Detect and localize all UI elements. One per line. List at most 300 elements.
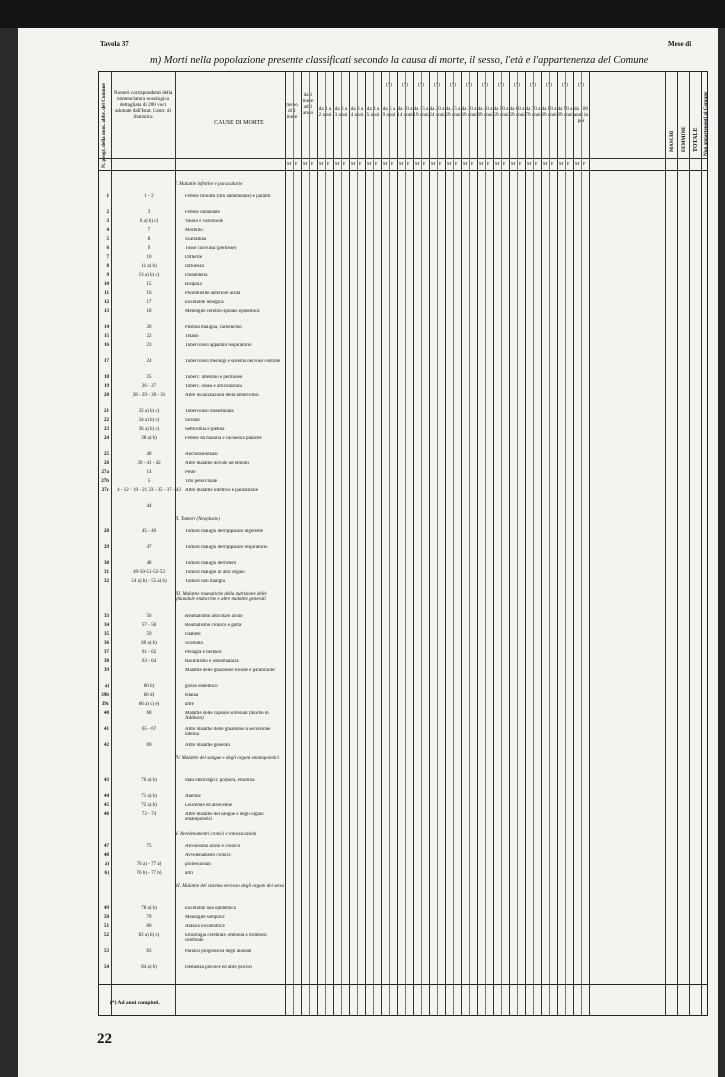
sex-label-m: M (559, 161, 564, 166)
sex-label-f: F (439, 161, 442, 166)
row-code: 24 (146, 359, 152, 364)
sex-label-f: F (375, 161, 378, 166)
row-number: 12 (104, 300, 109, 305)
header-rule-2 (99, 170, 707, 171)
row-code: 66 a) c) e) (138, 702, 160, 707)
row-code: 65 - 67 (141, 727, 157, 732)
row-number: 49 (104, 906, 109, 911)
col-maschi-header: MASCHI (669, 130, 675, 152)
col-non-app-header: Non appartenenti al Comune (703, 91, 709, 156)
row-code: 9 (147, 246, 151, 251)
row-cause: gozzo endemico (185, 684, 218, 689)
sex-label-f: F (551, 161, 554, 166)
row-code: 70 a) b) (141, 778, 157, 783)
col-age-header: da 25 a 29 anni (445, 106, 461, 118)
scan-left-edge (0, 28, 18, 1077)
row-number: 41 (104, 727, 109, 732)
section-heading: VI. Malattie del sistema nervoso degli organi dei sensi (175, 884, 285, 889)
page-title: m) Morti nella popolazione presente classificati secondo la causa di morte, il sesso, l'età e l'appartenenza del Comune (150, 55, 649, 66)
row-number: 5 (106, 237, 109, 242)
row-cause: Altre malattie dovute ad elminti (185, 461, 249, 466)
table-row (99, 436, 707, 443)
row-number: 54 (104, 965, 109, 970)
row-number: 53 (104, 949, 109, 954)
sex-label-f: F (295, 161, 298, 166)
col-age-star: (*) (529, 82, 537, 88)
footnote: (*) Ad anni compiuti. (110, 1000, 160, 1006)
sex-label-f: F (359, 161, 362, 166)
row-cause: Stati emorragici: porpora, emofilia (185, 778, 255, 783)
row-code: 57 - 58 (141, 623, 157, 628)
row-number: 50 (104, 915, 109, 920)
row-cause: Tumori maligni dell'apparato respiratorio (185, 545, 268, 550)
row-number: 47 (104, 844, 109, 849)
table-row (99, 237, 707, 244)
sex-label-m: M (511, 161, 516, 166)
row-cause: Alcoolismo acuto e cronico (185, 844, 241, 849)
row-number: 27a (101, 470, 109, 475)
row-code: 71 a) b) (141, 794, 157, 799)
table-row (99, 418, 707, 425)
table-row (99, 291, 707, 298)
row-number: 26 (104, 461, 109, 466)
sex-label-m: M (383, 161, 388, 166)
sex-label-m: M (287, 161, 292, 166)
col-age-header: da 10 a 14 anni (397, 106, 413, 118)
sex-label-m: M (367, 161, 372, 166)
row-cause: Scorbuto (185, 641, 204, 646)
col-age-header: da 5 a 9 anni (382, 106, 396, 118)
row-code: 8 (147, 237, 151, 242)
row-number: 33 (104, 614, 109, 619)
table-row (99, 545, 707, 552)
row-cause: Meningite cerebro-spinale epidemica (185, 309, 260, 314)
sex-label-m: M (431, 161, 436, 166)
table-footer-rule (99, 984, 707, 985)
row-number: b) (104, 871, 109, 876)
col-age-header: da 70 a 79 anni (525, 106, 541, 118)
row-code: 34 a) b) c) (138, 418, 160, 423)
row-number: 46 (104, 812, 109, 817)
sex-label-m: M (303, 161, 308, 166)
row-cause: Tumori maligni dell'apparato digerente (185, 529, 264, 534)
col-cause-header: CAUSE DI MORTE (214, 120, 264, 126)
table-row (99, 650, 707, 657)
row-cause: Risipola (185, 282, 202, 287)
table-row (99, 915, 707, 922)
row-code: 82 a) b) c) (138, 933, 160, 938)
table-row (99, 470, 707, 477)
table-row (99, 803, 707, 810)
row-code: 32 a) b) c) (138, 409, 160, 414)
row-cause: Dissenteria (185, 273, 208, 278)
sex-label-m: M (319, 161, 324, 166)
row-cause: Scarlattina (185, 237, 207, 242)
sex-label-m: M (399, 161, 404, 166)
row-code: 72 a) b) (141, 803, 157, 808)
row-cause: Altre localizzazioni della tubercolosi (185, 393, 259, 398)
row-cause: Tumori non maligni (185, 579, 226, 584)
row-cause: Tuberc. ossea e articolazioni (185, 384, 243, 389)
row-cause: Anchilostomiasi (185, 452, 218, 457)
row-cause: Febbre tifoidea (tifo addominale) e paratifi (185, 194, 271, 199)
row-code: 48 (146, 561, 152, 566)
row-number: 14 (104, 325, 109, 330)
table-row (99, 488, 707, 495)
row-cause: Difterite (185, 255, 202, 260)
row-number: 6 (106, 246, 109, 251)
col-numeri-header: Numeri corrispondenti della nomenclatura nosologica dettagliata di 200 voci adottate dall'Istat. Centr. di Statistica (113, 90, 173, 120)
row-cause: Tifo petecchiale (185, 479, 218, 484)
table-row (99, 409, 707, 416)
row-number: 35 (104, 632, 109, 637)
row-code: 49-50-51-52-53 (133, 570, 165, 575)
row-cause: Tumori maligni dell'utero (185, 561, 237, 566)
row-cause: professionali (185, 862, 211, 867)
row-cause: Diabete (185, 632, 201, 637)
table-row (99, 702, 707, 709)
row-code: 13 a) b) c) (138, 273, 160, 278)
row-cause: Reumatismo cronico e gotta (185, 623, 242, 628)
table-row (99, 452, 707, 459)
row-number: 27b (101, 479, 109, 484)
row-number: 17 (104, 359, 109, 364)
row-cause: Tosse convulsa (pertosse) (185, 246, 237, 251)
table-row (99, 933, 707, 943)
sex-label-f: F (311, 161, 314, 166)
row-number: 18 (104, 375, 109, 380)
header-rule-1 (99, 158, 707, 159)
row-number: 13 (104, 309, 109, 314)
sex-label-f: F (567, 161, 570, 166)
row-number: 44 (104, 794, 109, 799)
table-row (99, 623, 707, 630)
table-row (99, 300, 707, 307)
row-number: 15 (104, 334, 109, 339)
page-number: 22 (97, 1031, 112, 1047)
row-code: 39 - 41 - 42 (137, 461, 161, 466)
mortality-table (98, 71, 708, 1016)
table-row (99, 375, 707, 382)
col-age-header: da 3 a 4 anni (350, 106, 364, 118)
row-code: 18 (146, 309, 152, 314)
col-totale-header: TOTALE (693, 127, 699, 152)
row-number: 48 (104, 853, 109, 858)
table-row (99, 570, 707, 577)
section-heading: II. Tumori (Neoplasie) (175, 517, 220, 522)
row-code: 76 b) - 77 b) (136, 871, 162, 876)
col-da1mese-header: da 1 mese ad 1 anno (302, 92, 314, 116)
col-age-header: da 15 a 19 anni (413, 106, 429, 118)
row-code: 66 d) (143, 693, 155, 698)
row-number: a) (104, 684, 109, 689)
row-number: 21 (104, 409, 109, 414)
row-cause: tetania (185, 693, 199, 698)
row-code: 40 (146, 452, 152, 457)
row-cause: Paralisi progressiva degli alienati (185, 949, 252, 954)
table-row (99, 334, 707, 341)
row-number: 36 (104, 641, 109, 646)
table-row (99, 194, 707, 201)
table-row (99, 210, 707, 217)
row-number: 24 (104, 436, 109, 441)
row-cause: Pustola maligna, carbonchio (185, 325, 242, 330)
row-cause: altre (185, 702, 194, 707)
table-row (99, 693, 707, 700)
row-number: 7 (106, 255, 109, 260)
row-cause: Tuberc. intestino e peritoneo (185, 375, 243, 380)
row-number: 40 (104, 711, 109, 716)
sex-label-m: M (335, 161, 340, 166)
table-row (99, 359, 707, 366)
col-age-star: (*) (497, 82, 505, 88)
row-number: 29 (104, 545, 109, 550)
row-code: 10 (146, 255, 152, 260)
row-cause: Febbre da malaria e cachessia palustre (185, 436, 262, 441)
table-row (99, 461, 707, 468)
sex-label-f: F (407, 161, 410, 166)
table-row (99, 844, 707, 851)
col-progr-header: N. progr. della nom. abbr. del Comune (101, 83, 107, 168)
row-code: 60 a) b) (141, 641, 157, 646)
row-code: 75 (146, 844, 152, 849)
table-row (99, 309, 707, 316)
table-row (99, 325, 707, 332)
table-row (99, 384, 707, 391)
table-row (99, 282, 707, 289)
table-row (99, 778, 707, 785)
row-code: 80 (146, 924, 152, 929)
row-cause: Poliomielite anteriore acuta (185, 291, 241, 296)
row-code: 15 (146, 282, 152, 287)
row-cause: Vaiolo e varioloide (185, 219, 224, 224)
sex-label-f: F (455, 161, 458, 166)
table-row (99, 479, 707, 486)
col-age-header: da 1 a 2 anni (318, 106, 332, 118)
row-cause: Setticemia e piemia (185, 427, 225, 432)
col-age-star: (*) (449, 82, 457, 88)
sex-label-f: F (327, 161, 330, 166)
row-number: 39b (101, 693, 109, 698)
row-number: 10 (104, 282, 109, 287)
row-code: 1 - 2 (144, 194, 154, 199)
table-row (99, 393, 707, 400)
table-row (99, 561, 707, 568)
row-number: 27c (101, 488, 109, 493)
row-number: 8 (106, 264, 109, 269)
row-code: 79 (146, 915, 152, 920)
col-age-header: da 2 a 3 anni (334, 106, 348, 118)
row-cause: Influenza (185, 264, 204, 269)
row-number: 39 (104, 668, 109, 673)
col-age-star: (*) (481, 82, 489, 88)
scan-top-edge (0, 0, 725, 28)
row-cause: Sifilide (185, 418, 200, 423)
section-heading: I. Malattie infettive e parassitarie (175, 182, 243, 187)
table-row (99, 924, 707, 931)
table-row (99, 614, 707, 621)
sex-label-f: F (471, 161, 474, 166)
row-cause: Peste (185, 470, 196, 475)
col-age-star: (*) (577, 82, 585, 88)
sex-label-f: F (535, 161, 538, 166)
table-row (99, 853, 707, 860)
col-age-header: da 80 a 89 anni (541, 106, 557, 118)
row-cause: Encefalite non epidemica (185, 906, 236, 911)
table-row (99, 862, 707, 869)
row-number: 22 (104, 418, 109, 423)
sex-label-f: F (519, 161, 522, 166)
table-row (99, 949, 707, 956)
table-row (99, 343, 707, 350)
row-number: 19 (104, 384, 109, 389)
row-code: 83 (146, 949, 152, 954)
row-code: 16 (146, 291, 152, 296)
row-number: 38 (104, 659, 109, 664)
col-age-header: da 100 anni in poi (573, 106, 589, 124)
sex-label-f: F (391, 161, 394, 166)
row-code: 4 - 12 - 19 - 21 33 - 35 - 37 - 43 (117, 488, 181, 493)
row-code: 28 - 29 - 30 - 31 (132, 393, 166, 398)
row-code: 3 (147, 210, 151, 215)
table-row (99, 659, 707, 666)
row-number: 42 (104, 743, 109, 748)
table-row (99, 711, 707, 721)
col-age-star: (*) (465, 82, 473, 88)
row-cause: Morbillo (185, 228, 203, 233)
col-age-star: (*) (561, 82, 569, 88)
col-age-header: da 4 a 5 anni (366, 106, 380, 118)
table-row (99, 871, 707, 878)
row-code: 44 (146, 504, 152, 509)
col-age-star: (*) (417, 82, 425, 88)
row-code: 69 (146, 743, 152, 748)
col-age-header: da 40 a 49 anni (477, 106, 493, 118)
row-number: 51 (104, 924, 109, 929)
sex-label-m: M (527, 161, 532, 166)
col-age-header: da 50 a 59 anni (493, 106, 509, 118)
row-cause: Meningite semplice (185, 915, 225, 920)
row-number: 4 (106, 228, 109, 233)
sex-label-m: M (543, 161, 548, 166)
row-cause: Tumori maligni in altri organi (185, 570, 245, 575)
row-number: 39c (101, 702, 109, 707)
sex-label-m: M (463, 161, 468, 166)
row-number: 20 (104, 393, 109, 398)
row-number: 2 (106, 210, 109, 215)
row-number: 37 (104, 650, 109, 655)
row-code: 5 (147, 479, 151, 484)
row-code: 54 a) b) - 55 a) b) (131, 579, 167, 584)
row-number: 45 (104, 803, 109, 808)
col-age-star: (*) (545, 82, 553, 88)
row-cause: Pellagra e beriberi (185, 650, 222, 655)
row-number: 25 (104, 452, 109, 457)
row-cause: Tubercolosi meningi e sistema nervoso centrale (185, 359, 281, 364)
sex-label-m: M (479, 161, 484, 166)
sex-label-f: F (343, 161, 346, 166)
row-code: 26 - 27 (141, 384, 157, 389)
row-code: 22 (146, 334, 152, 339)
row-code: 36 a) b) c) (138, 427, 160, 432)
row-code: 20 (146, 325, 152, 330)
section-heading: V. Avvelenamenti cronici e intossicazioni (175, 832, 257, 837)
row-cause: Malattie delle capsule surrenali (morbo di Addison) (185, 711, 269, 721)
row-code: 38 a) b) (141, 436, 157, 441)
table-row (99, 794, 707, 801)
row-cause: Emorragia cerebrale, embolia e trombosi cerebrale (185, 933, 267, 943)
row-code: 68 (146, 711, 152, 716)
col-age-star: (*) (433, 82, 441, 88)
row-cause: Atassia locomotrice (185, 924, 225, 929)
col-age-header: da 30 a 39 anni (461, 106, 477, 118)
row-number: 31 (104, 570, 109, 575)
row-code: 63 - 64 (141, 659, 157, 664)
row-code: 84 a) b) (141, 965, 157, 970)
sex-label-m: M (351, 161, 356, 166)
col-age-header: da 20 a 24 anni (429, 106, 445, 118)
table-row (99, 632, 707, 639)
row-cause: Reumatismo articolare acuto (185, 614, 243, 619)
col-age-star: (*) (401, 82, 409, 88)
table-row (99, 906, 707, 913)
table-row (99, 255, 707, 262)
sex-label-f: F (423, 161, 426, 166)
col-femmine-header: FEMMINE (681, 126, 687, 152)
row-cause: Demenza precoce ed altre psicosi (185, 965, 252, 970)
row-cause: Leucemie ed aleucemie (185, 803, 233, 808)
row-cause: Malattie delle ghiandole tiroide e paratiroide: (185, 668, 276, 673)
table-row (99, 273, 707, 280)
sex-label-f: F (583, 161, 586, 166)
row-number: a) (104, 862, 109, 867)
row-code: 78 a) b) (141, 906, 157, 911)
row-number: 32 (104, 579, 109, 584)
sex-label-m: M (575, 161, 580, 166)
row-code: 25 (146, 375, 152, 380)
row-number: 16 (104, 343, 109, 348)
table-row (99, 427, 707, 434)
table-row (99, 529, 707, 536)
section-heading: III. Malattie reumatiche della nutrizione delle ghiandole endocrine e altre malattie generali (175, 592, 267, 602)
col-age-star: (*) (385, 82, 393, 88)
row-number: 52 (104, 933, 109, 938)
row-number: 1 (106, 194, 109, 199)
row-code: 61 - 62 (141, 650, 157, 655)
row-cause: Altre malattie infettive e parassitarie (185, 488, 259, 493)
sex-label-m: M (415, 161, 420, 166)
row-cause: Altre malattie delle ghiandole a secrezione interna (185, 727, 271, 737)
row-cause: Anemie (185, 794, 201, 799)
table-number: Tavola 37 (100, 40, 129, 48)
row-number: 43 (104, 778, 109, 783)
row-code: 23 (146, 343, 152, 348)
row-number: 23 (104, 427, 109, 432)
scan-right-edge (718, 28, 725, 1077)
row-cause: Rachitismo e osteomalacia (185, 659, 239, 664)
table-row (99, 965, 707, 972)
table-row (99, 504, 707, 511)
row-number: 9 (106, 273, 109, 278)
table-row (99, 579, 707, 586)
row-number: 30 (104, 561, 109, 566)
row-cause: Altre malattie del sangue e degli organi ematopoietici (185, 812, 264, 822)
row-code: 66 b) (143, 684, 155, 689)
sex-label-f: F (503, 161, 506, 166)
month-label: Mese di (668, 40, 692, 48)
row-code: 17 (146, 300, 152, 305)
table-row (99, 812, 707, 822)
